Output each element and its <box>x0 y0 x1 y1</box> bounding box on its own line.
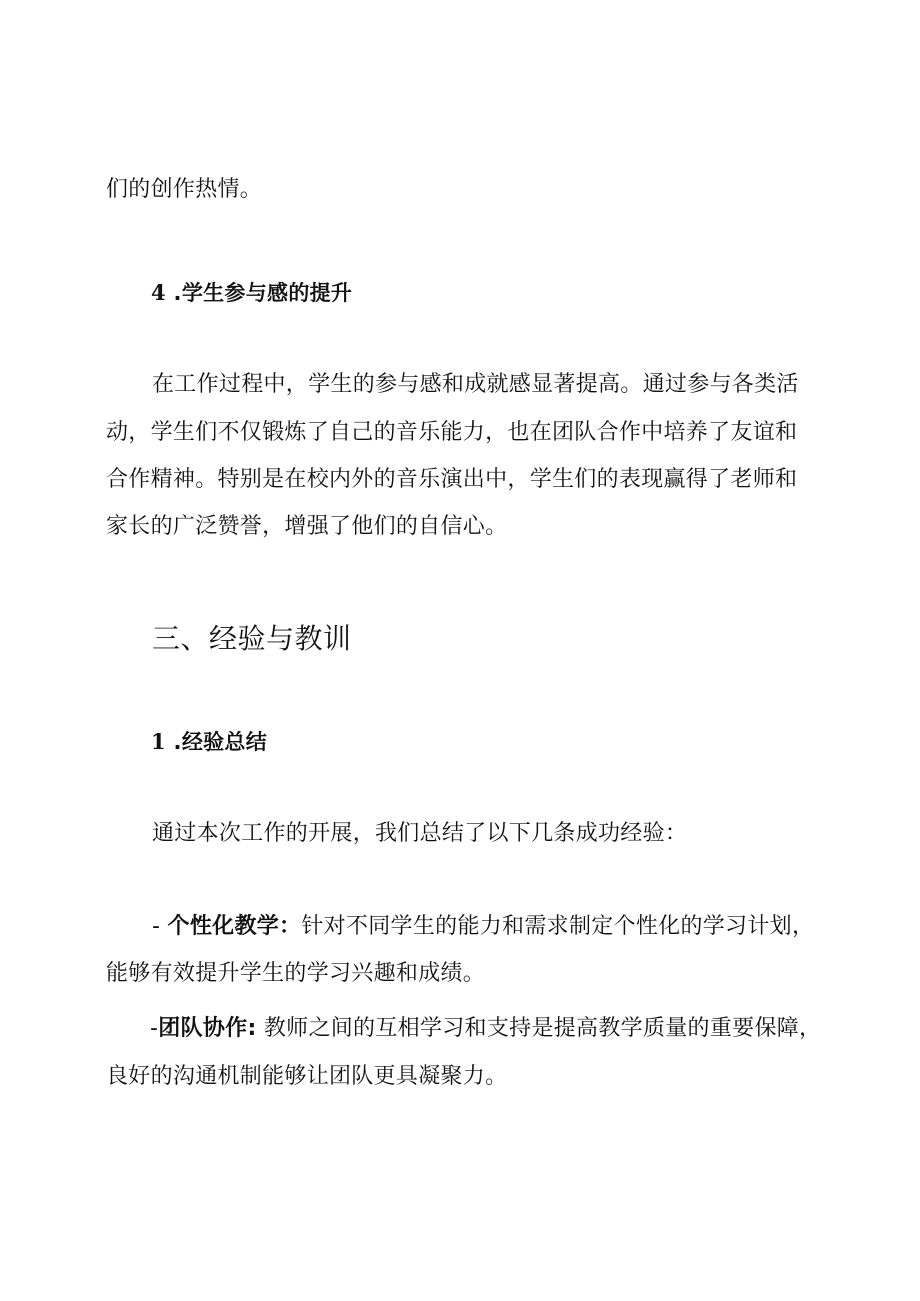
section-1-number: 1 <box>151 729 166 754</box>
section-1-heading <box>151 727 267 757</box>
section-4-paragraph-line: 家长的广泛赞誉，增强了他们的自信心。 <box>106 514 508 539</box>
continuation-text: 们的创作热情。 <box>106 177 263 202</box>
section-1-title: .经验总结 <box>173 730 268 754</box>
bullet-label: 个性化教学： <box>167 914 302 939</box>
bullet-label: 团队协作: <box>158 1016 257 1041</box>
bullet-item <box>150 1014 821 1044</box>
chapter-3-heading: 三、经验与教训 <box>152 622 352 655</box>
section-4-paragraph-line: 在工作过程中，学生的参与感和成就感显著提高。通过参与各类活 <box>152 372 799 397</box>
bullet-text: 教师之间的互相学习和支持是提高教学质量的重要保障， <box>263 1016 822 1041</box>
section-4-paragraph-line: 合作精神。特别是在校内外的音乐演出中，学生们的表现赢得了老师和 <box>106 467 798 492</box>
bullet-text: 针对不同学生的能力和需求制定个性化的学习计划， <box>301 914 815 939</box>
section-4-title: .学生参与感的提升 <box>173 281 353 305</box>
bullet-text-continuation: 能够有效提升学生的学习兴趣和成绩。 <box>106 961 486 986</box>
section-4-number: 4 <box>151 280 166 305</box>
bullet-item <box>152 912 814 942</box>
section-1-intro: 通过本次工作的开展，我们总结了以下几条成功经验： <box>152 821 688 846</box>
bullet-dash: - <box>152 914 161 939</box>
bullet-text-continuation: 良好的沟通机制能够让团队更具凝聚力。 <box>106 1064 508 1089</box>
section-4-heading <box>151 278 352 308</box>
bullet-dash: - <box>150 1016 159 1041</box>
section-4-paragraph-line: 动，学生们不仅锻炼了自己的音乐能力，也在团队合作中培养了友谊和 <box>106 420 798 445</box>
